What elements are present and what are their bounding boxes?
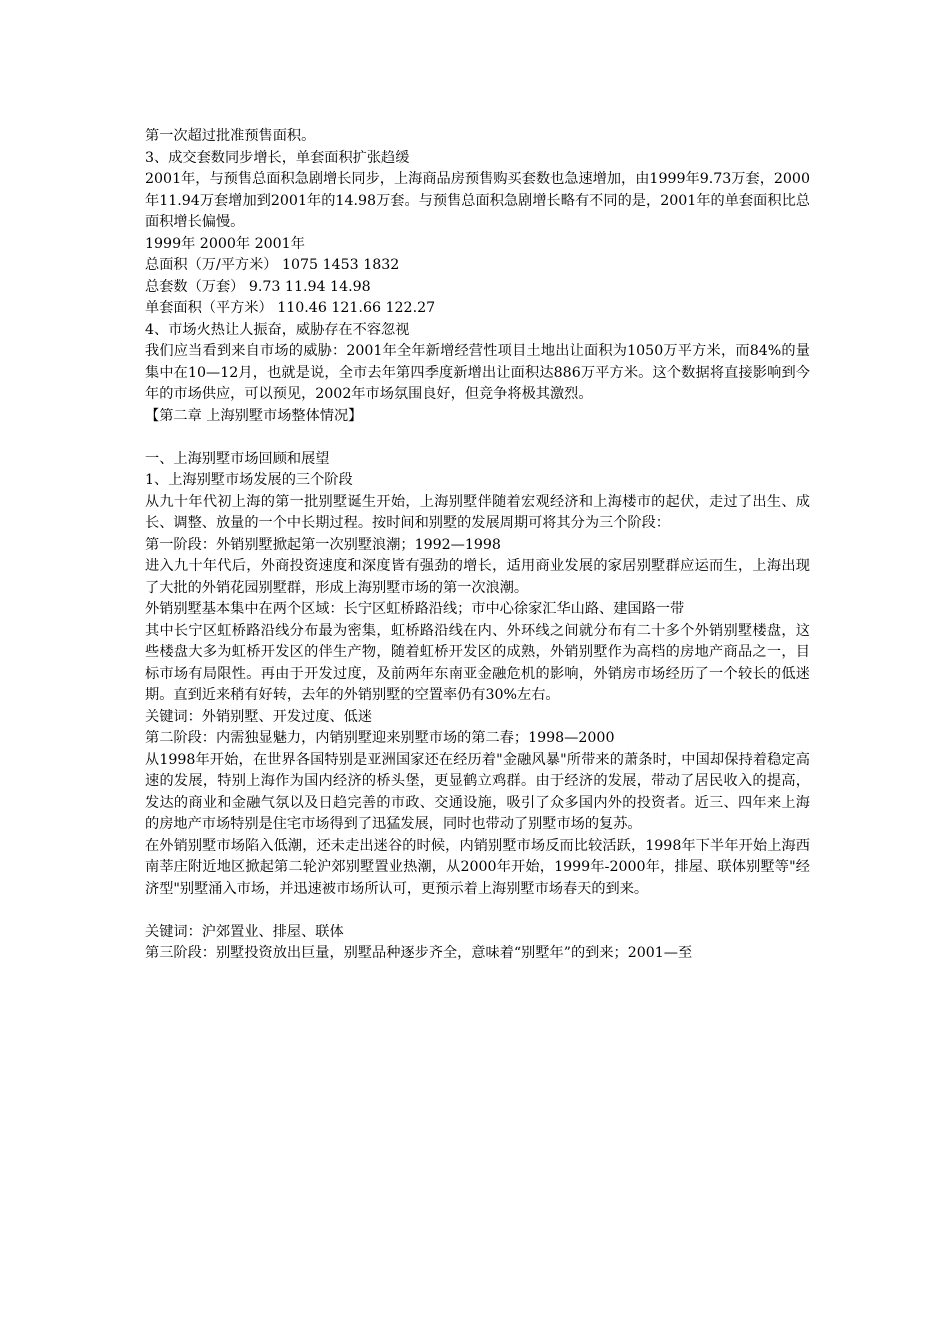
blank-line (145, 427, 810, 449)
paragraph: 其中长宁区虹桥路沿线分布最为密集，虹桥路沿线在内、外环线之间就分布有二十多个外销别墅楼盘，这些楼盘大多为虹桥开发区的伴生产物，随着虹桥开发区的成熟，外销别墅作为高档的房地产商品之一，目标市场有局限性。再由于开发过度，及前两年东南亚金融危机的影响，外销房市场经历了一个较长的低迷期。直到近来稍有好转，去年的外销别墅的空置率仍有30%左右。 (145, 622, 810, 703)
table-row-unit-area: 单套面积（平方米） 110.46 121.66 122.27 (145, 300, 436, 316)
keywords-line: 关键词：外销别墅、开发过度、低迷 (145, 708, 373, 725)
paragraph: 从九十年代初上海的第一批别墅诞生开始，上海别墅伴随着宏观经济和上海楼市的起伏，走过了出生、成长、调整、放量的一个中长期过程。按时间和别墅的发展周期可将其分为三个阶段： (145, 493, 810, 531)
text-line: 第一次超过批准预售面积。 (145, 128, 316, 144)
stage-heading: 第一阶段：外销别墅掀起第一次别墅浪潮；1992—1998 (145, 536, 501, 553)
paragraph: 在外销别墅市场陷入低潮，还未走出迷谷的时候，内销别墅市场反而比较活跃，1998年下半年开始上海西南莘庄附近地区掀起第二轮沪郊别墅置业热潮，从2000年开始，1999年-2000年，排屋、联体别墅等"经济型"别墅涌入市场，并迅速被市场所认可，更预示着上海别墅市场春天的到来。 (145, 837, 810, 897)
paragraph: 我们应当看到来自市场的威胁：2001年全年新增经营性项目土地出让面积为1050万平方米，而84%的量集中在10—12月，也就是说，全市去年第四季度新增出让面积达886万平方米。这个数据将直接影响到今年的市场供应，可以预见，2002年市场氛围良好，但竞争将极其激烈。 (145, 343, 810, 402)
keywords-line: 关键词：沪郊置业、排屋、联体 (145, 923, 344, 940)
stage-heading: 第二阶段：内需独显魅力，内销别墅迎来别墅市场的第二春；1998—2000 (145, 730, 615, 746)
paragraph: 从1998年开始，在世界各国特别是亚洲国家还在经历着"金融风暴"所带来的萧条时，中国却保持着稳定高速的发展，特别上海作为国内经济的桥头堡，更显鹤立鸡群。由于经济的发展，带动了居民收入的提高，发达的商业和金融气氛以及日趋完善的市政、交通设施，吸引了众多国内外的投资者。近三、四年来上海的房地产市场特别是住宅市场得到了迅猛发展，同时也带动了别墅市场的复苏。 (145, 751, 810, 832)
paragraph: 进入九十年代后，外商投资速度和深度皆有强劲的增长，适用商业发展的家居别墅群应运而生，上海出现了大批的外销花园别墅群，形成上海别墅市场的第一次浪潮。 (145, 558, 810, 596)
table-row-total-area: 总面积（万/平方米） 1075 1453 1832 (145, 257, 400, 273)
table-row-total-units: 总套数（万套） 9.73 11.94 14.98 (145, 278, 371, 295)
section-heading: 4、市场火热让人振奋，威胁存在不容忽视 (145, 321, 410, 338)
chapter-title: 【第二章 上海别墅市场整体情况】 (145, 407, 363, 424)
subsection-heading: 1、上海别墅市场发展的三个阶段 (145, 472, 353, 488)
section-heading: 3、成交套数同步增长，单套面积扩张趋缓 (145, 149, 410, 166)
blank-line (145, 900, 810, 922)
table-header-years: 1999年 2000年 2001年 (145, 235, 305, 252)
paragraph: 2001年，与预售总面积急剧增长同步，上海商品房预售购买套数也急速增加，由1999年9.73万套，2000年11.94万套增加到2001年的14.98万套。与预售总面积急剧增长略有不同的是，2001年的单套面积比总面积增长偏慢。 (145, 171, 810, 230)
document-page (145, 126, 810, 965)
stage-heading: 第三阶段：别墅投资放出巨量，别墅品种逐步齐全，意味着“别墅年”的到来；2001—至 (145, 945, 693, 961)
section-heading: 一、上海别墅市场回顾和展望 (145, 450, 330, 467)
text-line: 外销别墅基本集中在两个区域：长宁区虹桥路沿线；市中心徐家汇华山路、建国路一带 (145, 601, 685, 617)
